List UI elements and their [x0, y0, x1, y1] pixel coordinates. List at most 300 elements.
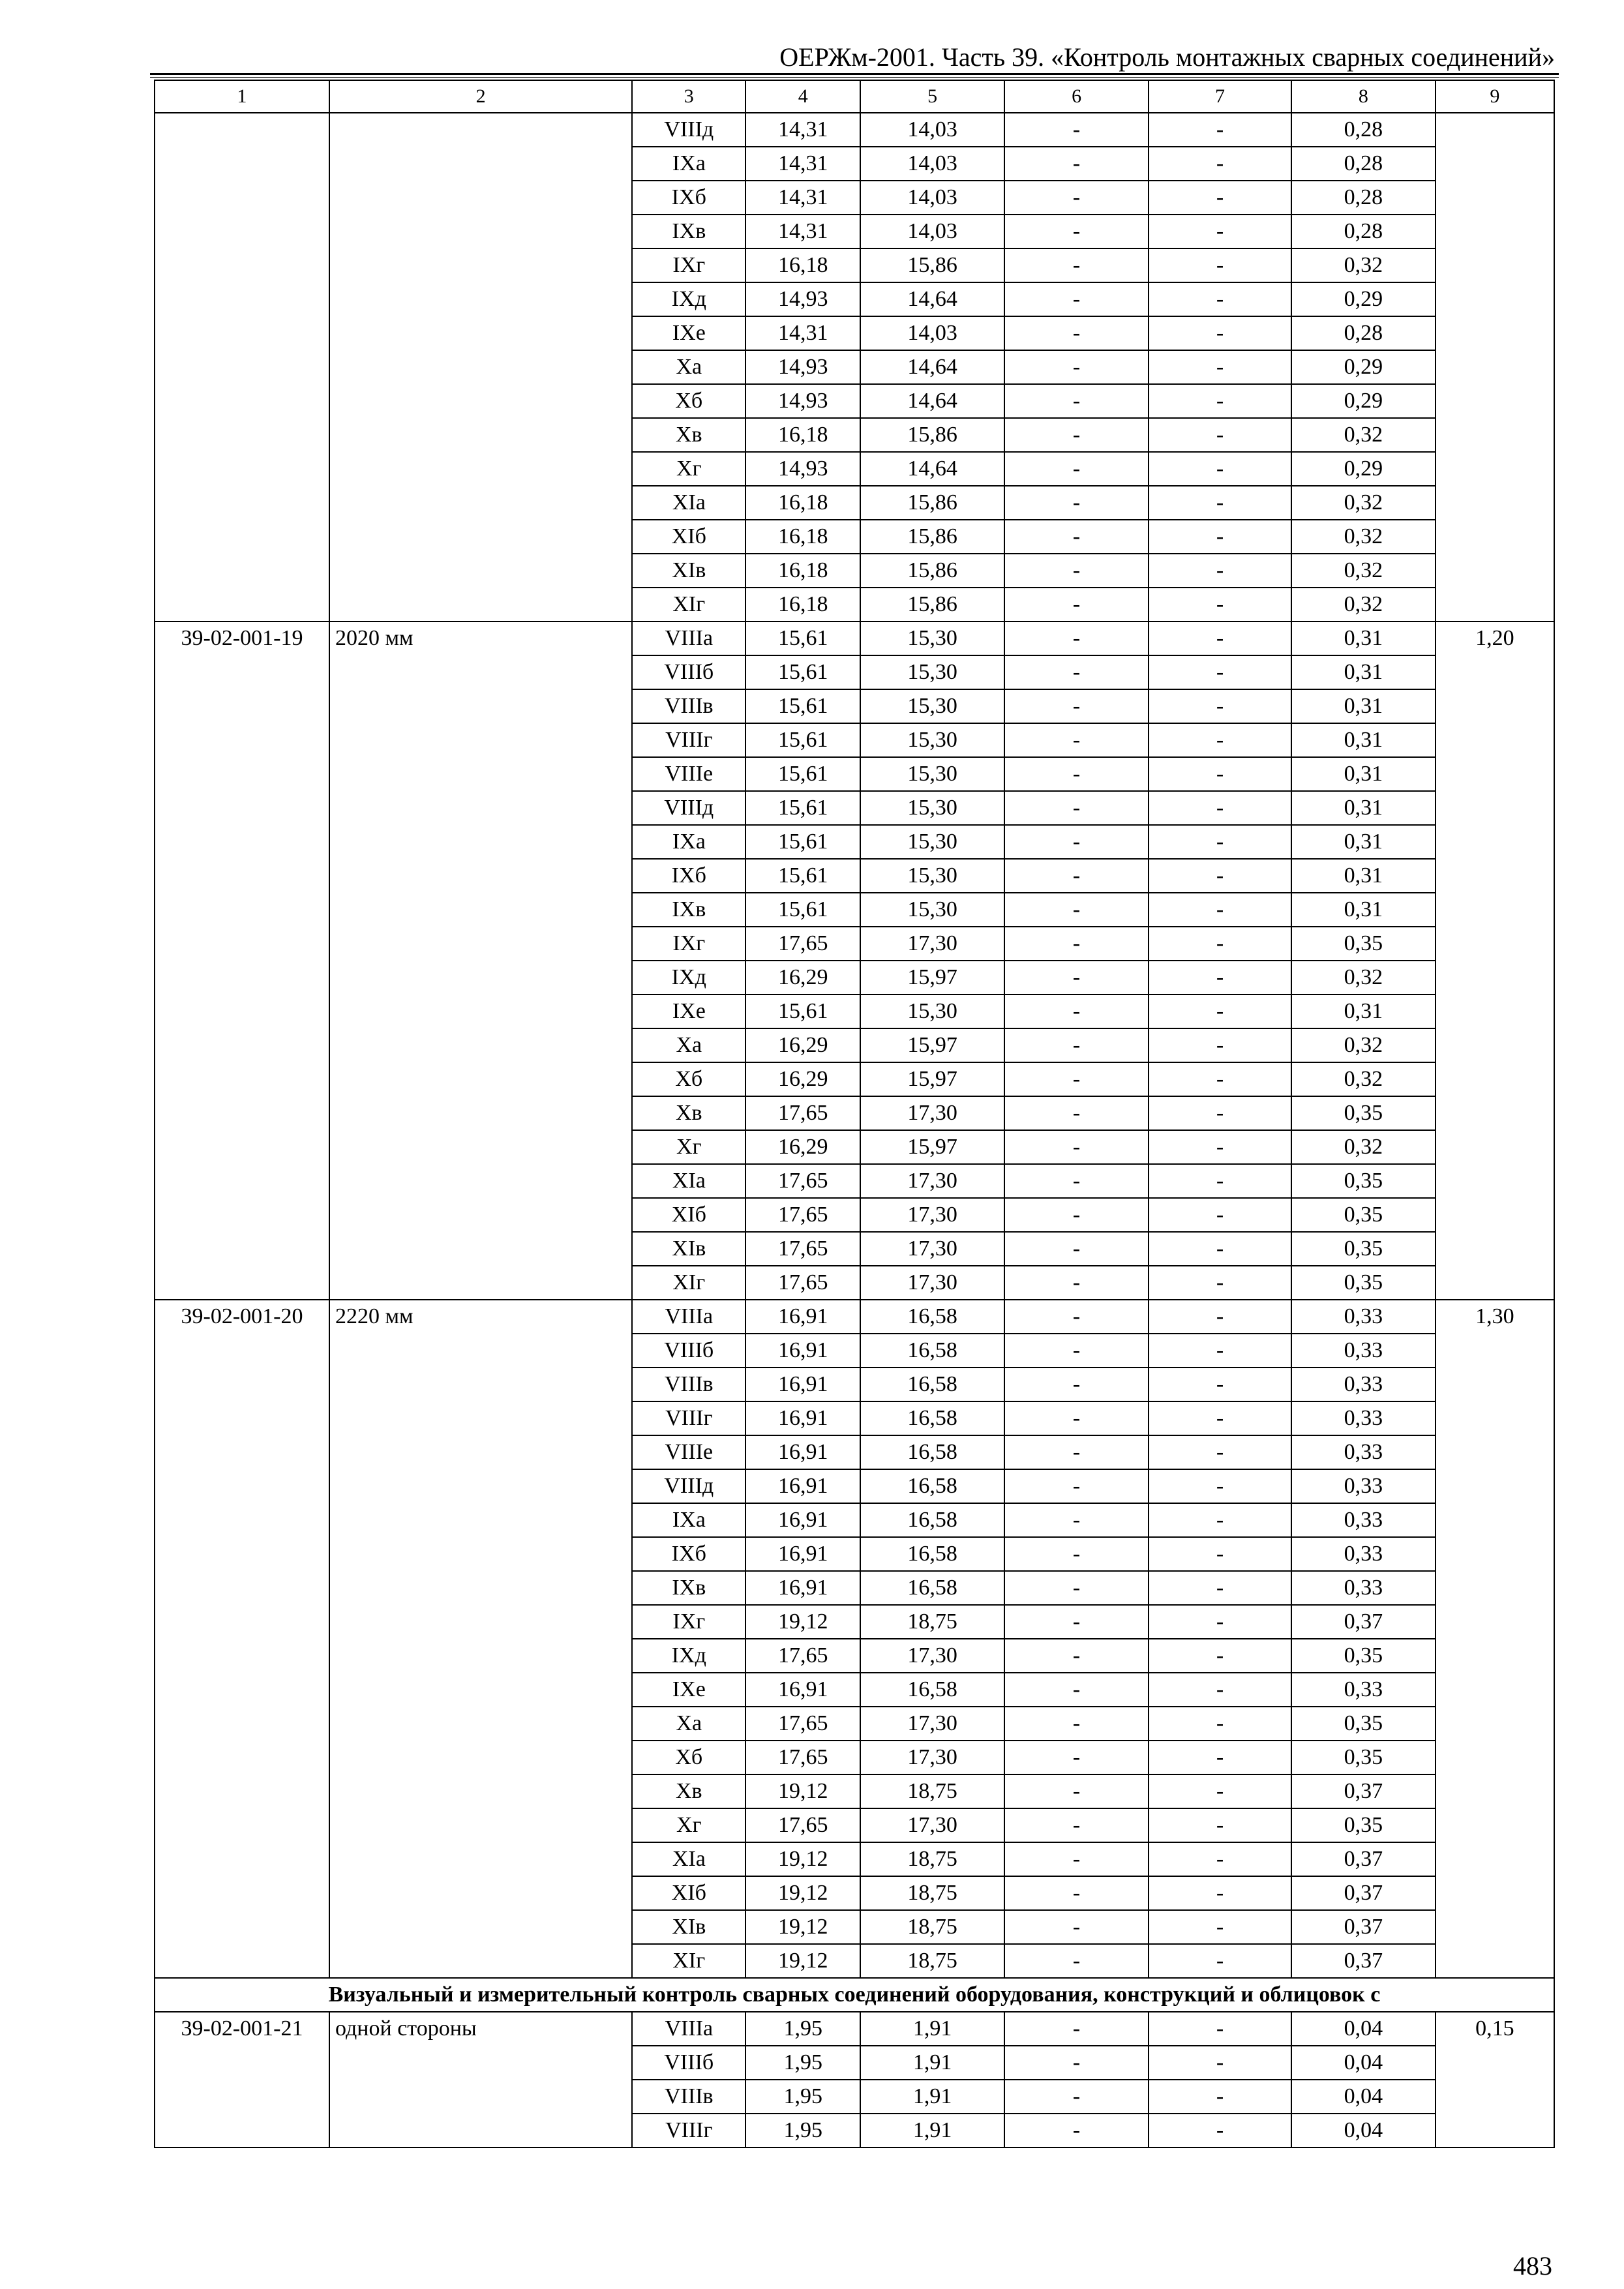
cell-col5: 15,30 [860, 689, 1004, 723]
cell-col5: 16,58 [860, 1334, 1004, 1368]
cell-col6: - [1004, 927, 1149, 961]
table-row [155, 113, 1554, 147]
cell-col6: - [1004, 825, 1149, 859]
cell-col7: - [1149, 655, 1291, 689]
cell-col5: 14,64 [860, 384, 1004, 418]
cell-col7: - [1149, 350, 1291, 384]
cell-col5: 15,30 [860, 859, 1004, 893]
cell-col8: 0,33 [1291, 1537, 1436, 1571]
cell-col4: 16,91 [745, 1368, 860, 1401]
page-number: 483 [1513, 2251, 1552, 2281]
cell-col7: - [1149, 1469, 1291, 1503]
cell-col4: 14,93 [745, 384, 860, 418]
cell-col6: - [1004, 418, 1149, 452]
cell-category: Xa [632, 350, 745, 384]
cell-col5: 15,97 [860, 1028, 1004, 1062]
cell-col4: 17,65 [745, 1741, 860, 1774]
cell-category: IXa [632, 825, 745, 859]
cell-col5: 16,58 [860, 1537, 1004, 1571]
cell-col4: 17,65 [745, 1808, 860, 1842]
cell-col4: 15,61 [745, 689, 860, 723]
cell-col8: 0,31 [1291, 791, 1436, 825]
cell-category: IXб [632, 859, 745, 893]
cell-col8: 0,28 [1291, 215, 1436, 248]
cell-col8: 0,33 [1291, 1435, 1436, 1469]
cell-category: Xб [632, 1062, 745, 1096]
cell-category: XIa [632, 1842, 745, 1876]
cell-category: VIIIa [632, 2012, 745, 2046]
cell-col6: - [1004, 1605, 1149, 1639]
cell-col9 [1436, 113, 1554, 621]
cell-col8: 0,31 [1291, 995, 1436, 1028]
cell-col7: - [1149, 1571, 1291, 1605]
cell-col8: 0,33 [1291, 1503, 1436, 1537]
cell-col7: - [1149, 1808, 1291, 1842]
cell-category: VIIIг [632, 2114, 745, 2147]
cell-category: IXд [632, 1639, 745, 1673]
cell-col6: - [1004, 486, 1149, 520]
cell-col5: 15,30 [860, 723, 1004, 757]
cell-col6: - [1004, 655, 1149, 689]
cell-col7: - [1149, 181, 1291, 215]
cell-col8: 0,33 [1291, 1673, 1436, 1707]
cell-col5: 17,30 [860, 1198, 1004, 1232]
cell-col5: 15,86 [860, 554, 1004, 588]
cell-category: VIIIв [632, 2080, 745, 2114]
cell-col5: 16,58 [860, 1435, 1004, 1469]
cell-col5: 18,75 [860, 1910, 1004, 1944]
cell-col7: - [1149, 282, 1291, 316]
cell-col6: - [1004, 1537, 1149, 1571]
cell-col7: - [1149, 1028, 1291, 1062]
cell-col4: 1,95 [745, 2080, 860, 2114]
cell-col8: 0,35 [1291, 1639, 1436, 1673]
cell-col6: - [1004, 893, 1149, 927]
cell-col6: - [1004, 1741, 1149, 1774]
cell-col6: - [1004, 2046, 1149, 2080]
cell-col7: - [1149, 1198, 1291, 1232]
cell-col5: 17,30 [860, 1096, 1004, 1130]
cell-col5: 17,30 [860, 1741, 1004, 1774]
cell-col6: - [1004, 282, 1149, 316]
cell-col5: 18,75 [860, 1944, 1004, 1978]
cell-col7: - [1149, 554, 1291, 588]
cell-col6: - [1004, 384, 1149, 418]
cell-col4: 16,91 [745, 1503, 860, 1537]
cell-category: XIв [632, 1232, 745, 1266]
cell-col5: 16,58 [860, 1368, 1004, 1401]
cell-col6: - [1004, 1808, 1149, 1842]
cell-col5: 15,86 [860, 486, 1004, 520]
cell-col7: - [1149, 452, 1291, 486]
cell-col5: 16,58 [860, 1469, 1004, 1503]
cell-col6: - [1004, 1435, 1149, 1469]
cell-col6: - [1004, 723, 1149, 757]
cell-col6: - [1004, 1842, 1149, 1876]
cell-category: Xa [632, 1028, 745, 1062]
cell-col8: 0,33 [1291, 1334, 1436, 1368]
cell-col7: - [1149, 1435, 1291, 1469]
cell-col6: - [1004, 2114, 1149, 2147]
cell-col4: 16,29 [745, 1062, 860, 1096]
cell-col8: 0,33 [1291, 1401, 1436, 1435]
cell-col7: - [1149, 520, 1291, 554]
cell-col4: 15,61 [745, 757, 860, 791]
cell-col7: - [1149, 1334, 1291, 1368]
cell-category: VIIIe [632, 757, 745, 791]
table-row [155, 2012, 1554, 2046]
cell-col6: - [1004, 859, 1149, 893]
cell-col8: 0,32 [1291, 554, 1436, 588]
cell-col5: 16,58 [860, 1571, 1004, 1605]
cell-col5: 16,58 [860, 1401, 1004, 1435]
cell-col4: 15,61 [745, 791, 860, 825]
cell-category: IXб [632, 181, 745, 215]
cell-col8: 0,33 [1291, 1571, 1436, 1605]
cell-col8: 0,37 [1291, 1774, 1436, 1808]
cell-col8: 0,33 [1291, 1368, 1436, 1401]
cell-col8: 0,32 [1291, 961, 1436, 995]
cell-col7: - [1149, 1842, 1291, 1876]
cell-category: IXг [632, 1605, 745, 1639]
cell-col4: 16,29 [745, 1130, 860, 1164]
cell-col4: 17,65 [745, 1164, 860, 1198]
cell-col4: 15,61 [745, 621, 860, 655]
cell-col5: 18,75 [860, 1842, 1004, 1876]
cell-category: Xв [632, 418, 745, 452]
cell-col4: 14,31 [745, 113, 860, 147]
cell-col5: 15,97 [860, 961, 1004, 995]
cell-col7: - [1149, 1944, 1291, 1978]
cell-col7: - [1149, 1062, 1291, 1096]
cell-col8: 0,32 [1291, 1028, 1436, 1062]
cell-col7: - [1149, 588, 1291, 621]
cell-category: IXe [632, 316, 745, 350]
cell-col4: 17,65 [745, 1639, 860, 1673]
cell-col8: 0,32 [1291, 418, 1436, 452]
cell-col8: 0,32 [1291, 588, 1436, 621]
cell-col5: 15,30 [860, 893, 1004, 927]
rate-code: 39-02-001-19 [155, 621, 329, 1300]
cell-category: IXa [632, 147, 745, 181]
column-number-cell: 5 [860, 80, 1004, 113]
cell-col5: 15,97 [860, 1130, 1004, 1164]
cell-col4: 17,65 [745, 1198, 860, 1232]
cell-col8: 0,29 [1291, 282, 1436, 316]
cell-col8: 0,35 [1291, 1741, 1436, 1774]
cell-col5: 17,30 [860, 1808, 1004, 1842]
column-number-cell: 6 [1004, 80, 1149, 113]
cell-col6: - [1004, 995, 1149, 1028]
cell-col5: 14,03 [860, 181, 1004, 215]
cell-col7: - [1149, 1503, 1291, 1537]
cell-category: Xг [632, 1130, 745, 1164]
cell-col7: - [1149, 1876, 1291, 1910]
cell-col4: 19,12 [745, 1876, 860, 1910]
cell-col4: 16,18 [745, 486, 860, 520]
cell-col5: 15,30 [860, 655, 1004, 689]
cell-col7: - [1149, 1707, 1291, 1741]
cell-col4: 15,61 [745, 655, 860, 689]
cell-category: IXв [632, 215, 745, 248]
cell-col4: 19,12 [745, 1944, 860, 1978]
cell-col5: 15,30 [860, 995, 1004, 1028]
cell-col5: 17,30 [860, 1707, 1004, 1741]
cell-category: IXд [632, 961, 745, 995]
cell-col5: 1,91 [860, 2046, 1004, 2080]
cell-category: IXe [632, 995, 745, 1028]
cell-category: VIIIд [632, 113, 745, 147]
cell-col8: 0,28 [1291, 181, 1436, 215]
cell-col5: 15,86 [860, 248, 1004, 282]
cell-category: IXв [632, 1571, 745, 1605]
cell-col7: - [1149, 1401, 1291, 1435]
cell-col6: - [1004, 689, 1149, 723]
cell-col4: 16,29 [745, 1028, 860, 1062]
cell-col5: 14,03 [860, 316, 1004, 350]
cell-col5: 17,30 [860, 1639, 1004, 1673]
column-number-row [155, 80, 1554, 113]
cell-col4: 14,31 [745, 215, 860, 248]
cell-col5: 14,64 [860, 350, 1004, 384]
cell-col5: 18,75 [860, 1774, 1004, 1808]
cell-category: XIг [632, 588, 745, 621]
cell-col8: 0,04 [1291, 2012, 1436, 2046]
cell-col4: 17,65 [745, 1266, 860, 1300]
cell-category: Xв [632, 1774, 745, 1808]
cell-col6: - [1004, 1707, 1149, 1741]
column-number-cell: 7 [1149, 80, 1291, 113]
cell-col7: - [1149, 486, 1291, 520]
cell-col4: 19,12 [745, 1842, 860, 1876]
cell-col5: 15,30 [860, 791, 1004, 825]
cell-col4: 19,12 [745, 1605, 860, 1639]
cell-col4: 16,91 [745, 1334, 860, 1368]
cell-category: XIв [632, 554, 745, 588]
cell-category: IXa [632, 1503, 745, 1537]
cell-col4: 16,91 [745, 1469, 860, 1503]
cell-col6: - [1004, 452, 1149, 486]
cell-col6: - [1004, 1198, 1149, 1232]
cell-col4: 16,29 [745, 961, 860, 995]
cell-col6: - [1004, 350, 1149, 384]
cell-col4: 16,91 [745, 1571, 860, 1605]
cell-col7: - [1149, 825, 1291, 859]
cell-col6: - [1004, 1503, 1149, 1537]
cell-col6: - [1004, 1639, 1149, 1673]
cell-col8: 0,37 [1291, 1876, 1436, 1910]
rate-code [155, 113, 329, 621]
cell-col4: 19,12 [745, 1774, 860, 1808]
cell-col6: - [1004, 215, 1149, 248]
cell-col8: 0,33 [1291, 1469, 1436, 1503]
cell-col5: 14,03 [860, 113, 1004, 147]
cell-col5: 15,30 [860, 621, 1004, 655]
cell-col7: - [1149, 1164, 1291, 1198]
cell-col5: 15,86 [860, 588, 1004, 621]
cell-col7: - [1149, 215, 1291, 248]
cell-category: Xб [632, 1741, 745, 1774]
rate-name: одной стороны [329, 2012, 632, 2147]
cell-col7: - [1149, 316, 1291, 350]
column-number-cell: 9 [1436, 80, 1554, 113]
cell-col4: 16,18 [745, 554, 860, 588]
cell-col8: 0,29 [1291, 384, 1436, 418]
cell-col6: - [1004, 554, 1149, 588]
cell-col5: 1,91 [860, 2080, 1004, 2114]
cell-col6: - [1004, 588, 1149, 621]
cell-col6: - [1004, 1368, 1149, 1401]
cell-col6: - [1004, 1469, 1149, 1503]
cell-col5: 18,75 [860, 1876, 1004, 1910]
cell-col5: 14,64 [860, 282, 1004, 316]
cell-col5: 17,30 [860, 1232, 1004, 1266]
cell-category: VIIIд [632, 791, 745, 825]
cell-col7: - [1149, 757, 1291, 791]
cell-col8: 0,37 [1291, 1910, 1436, 1944]
cell-col6: - [1004, 248, 1149, 282]
cell-col7: - [1149, 1673, 1291, 1707]
cell-category: XIг [632, 1944, 745, 1978]
cell-col4: 16,91 [745, 1300, 860, 1334]
cell-category: VIIIб [632, 2046, 745, 2080]
cell-col8: 0,29 [1291, 350, 1436, 384]
cell-col4: 16,18 [745, 248, 860, 282]
cell-col4: 16,91 [745, 1673, 860, 1707]
cell-category: Xг [632, 452, 745, 486]
cell-col4: 14,93 [745, 282, 860, 316]
cell-col4: 16,91 [745, 1401, 860, 1435]
cell-col6: - [1004, 1876, 1149, 1910]
cell-col8: 0,32 [1291, 486, 1436, 520]
cell-col9: 1,30 [1436, 1300, 1554, 1978]
cell-col8: 0,28 [1291, 147, 1436, 181]
cell-col5: 14,03 [860, 215, 1004, 248]
cell-category: IXд [632, 282, 745, 316]
cell-col8: 0,35 [1291, 1096, 1436, 1130]
cell-col8: 0,28 [1291, 113, 1436, 147]
cell-col6: - [1004, 1300, 1149, 1334]
cell-col8: 0,33 [1291, 1300, 1436, 1334]
column-number-cell: 3 [632, 80, 745, 113]
cell-category: VIIIг [632, 723, 745, 757]
cell-col7: - [1149, 1910, 1291, 1944]
cell-col4: 17,65 [745, 1232, 860, 1266]
cell-col8: 0,04 [1291, 2080, 1436, 2114]
cell-col6: - [1004, 1910, 1149, 1944]
cell-col5: 17,30 [860, 1164, 1004, 1198]
cell-col8: 0,28 [1291, 316, 1436, 350]
rate-code: 39-02-001-21 [155, 2012, 329, 2147]
cell-col8: 0,37 [1291, 1944, 1436, 1978]
cell-category: VIIIв [632, 1368, 745, 1401]
rate-name: 2220 мм [329, 1300, 632, 1978]
cell-category: IXг [632, 248, 745, 282]
cell-col5: 14,03 [860, 147, 1004, 181]
section-row [155, 1978, 1554, 2012]
cell-col5: 16,58 [860, 1673, 1004, 1707]
cell-col4: 14,31 [745, 147, 860, 181]
cell-category: Xa [632, 1707, 745, 1741]
cell-col7: - [1149, 2114, 1291, 2147]
cell-col4: 16,18 [745, 520, 860, 554]
column-number-cell: 4 [745, 80, 860, 113]
cell-category: XIб [632, 1876, 745, 1910]
cell-col7: - [1149, 961, 1291, 995]
column-number-cell: 8 [1291, 80, 1436, 113]
cell-col8: 0,35 [1291, 1164, 1436, 1198]
cell-col5: 18,75 [860, 1605, 1004, 1639]
header-rule [150, 73, 1559, 75]
cell-col7: - [1149, 113, 1291, 147]
cell-col6: - [1004, 1130, 1149, 1164]
cell-col7: - [1149, 995, 1291, 1028]
header-rule-thin [150, 77, 1559, 78]
cell-col8: 0,35 [1291, 1808, 1436, 1842]
cell-col7: - [1149, 1537, 1291, 1571]
cell-col6: - [1004, 621, 1149, 655]
cell-col8: 0,29 [1291, 452, 1436, 486]
cell-col4: 15,61 [745, 723, 860, 757]
cell-col7: - [1149, 1368, 1291, 1401]
cell-col7: - [1149, 1605, 1291, 1639]
table-row [155, 621, 1554, 655]
cell-col4: 15,61 [745, 995, 860, 1028]
cell-col7: - [1149, 2080, 1291, 2114]
table-row [155, 1300, 1554, 1334]
cell-category: IXe [632, 1673, 745, 1707]
cell-col4: 16,18 [745, 588, 860, 621]
cell-category: VIIIa [632, 1300, 745, 1334]
cell-category: VIIIa [632, 621, 745, 655]
cell-col6: - [1004, 181, 1149, 215]
cell-col7: - [1149, 791, 1291, 825]
cell-col5: 17,30 [860, 927, 1004, 961]
cell-category: VIIIб [632, 1334, 745, 1368]
cell-col9: 1,20 [1436, 621, 1554, 1300]
cell-col5: 1,91 [860, 2012, 1004, 2046]
cell-col6: - [1004, 1571, 1149, 1605]
cell-col6: - [1004, 1266, 1149, 1300]
cell-col6: - [1004, 961, 1149, 995]
cell-col7: - [1149, 2012, 1291, 2046]
cell-category: XIв [632, 1910, 745, 1944]
cell-col7: - [1149, 893, 1291, 927]
cell-col8: 0,31 [1291, 825, 1436, 859]
cell-col4: 17,65 [745, 1707, 860, 1741]
cell-category: VIIIд [632, 1469, 745, 1503]
cell-col4: 16,91 [745, 1435, 860, 1469]
cell-col8: 0,32 [1291, 248, 1436, 282]
column-number-cell: 2 [329, 80, 632, 113]
cell-col6: - [1004, 316, 1149, 350]
cell-col4: 15,61 [745, 893, 860, 927]
cell-col7: - [1149, 1266, 1291, 1300]
cell-col6: - [1004, 1944, 1149, 1978]
rate-name [329, 113, 632, 621]
cell-col8: 0,31 [1291, 893, 1436, 927]
cell-col7: - [1149, 723, 1291, 757]
cell-col5: 16,58 [860, 1503, 1004, 1537]
cell-col7: - [1149, 927, 1291, 961]
cell-col7: - [1149, 1096, 1291, 1130]
cell-col4: 19,12 [745, 1910, 860, 1944]
cell-col8: 0,32 [1291, 520, 1436, 554]
cell-col5: 15,30 [860, 825, 1004, 859]
cell-col7: - [1149, 859, 1291, 893]
table-body [155, 80, 1554, 2147]
cell-category: Xв [632, 1096, 745, 1130]
